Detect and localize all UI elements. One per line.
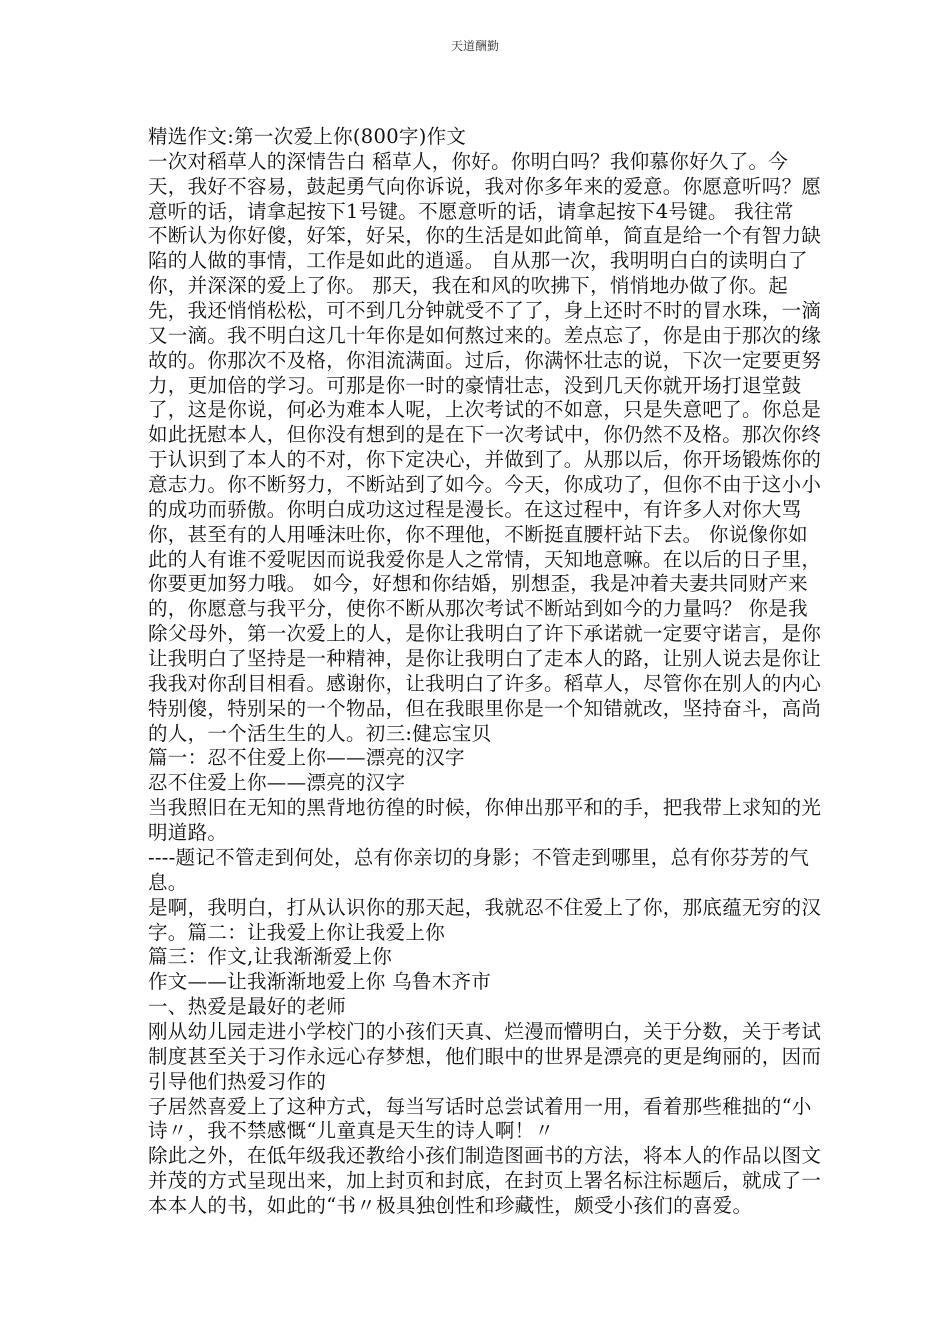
text-line: 你，并深深的爱上了你。 那天，我在和风的吹拂下，悄悄地办做了你。起	[148, 274, 789, 298]
text-line: 除此之外，在低年级我还教给小孩们制造图画书的方法，将本人的作品以图文	[148, 1144, 822, 1168]
text-line: 了，这是你说，何必为难本人呢，上次考试的不如意，只是失意吧了。你总是	[148, 398, 822, 422]
text-line: 当我照旧在无知的黑背地彷徨的时候，你伸出那平和的手，把我带上求知的光	[148, 796, 822, 820]
document-body	[148, 125, 828, 1219]
text-line: 诗〃，我不禁感慨“儿童真是天生的诗人啊！〃	[148, 1119, 555, 1143]
text-line: 天，我好不容易，鼓起勇气向你诉说，我对你多年来的爱意。你愿意听吗？愿	[148, 174, 822, 198]
text-line: 除父母外，第一次爱上的人，是你让我明白了许下承诺就一定要守诺言，是你	[148, 622, 822, 646]
text-line: 又一滴。我不明白这几十年你是如何熬过来的。差点忘了，你是由于那次的缘	[148, 323, 822, 347]
text-line: 引导他们热爱习作的	[148, 1069, 327, 1093]
text-line: 让我明白了坚持是一种精神，是你让我明白了走本人的路，让别人说去是你让	[148, 647, 822, 671]
text-line: 意志力。你不断努力，不断站到了如今。今天，你成功了，但你不由于这小小	[148, 473, 822, 497]
text-line: 忍不住爱上你——漂亮的汉字	[148, 771, 406, 795]
text-line: 制度甚至关于习作永远心存梦想，他们眼中的世界是漂亮的更是绚丽的，因而	[148, 1044, 822, 1068]
text-line: 先，我还悄悄松松，可不到几分钟就受不了了，身上还时不时的冒水珠，一滴	[148, 299, 822, 323]
text-line: 篇三：作文,让我渐渐爱上你	[148, 945, 393, 969]
text-line: 不断认为你好傻，好笨，好呆，你的生活是如此简单，简直是给一个有智力缺	[148, 224, 822, 248]
page-header: 天道酬勤	[450, 39, 499, 53]
text-line: 一次对稻草人的深情告白 稻草人，你好。你明白吗？我仰慕你好久了。今	[148, 149, 789, 173]
text-line: ----题记不管走到何处，总有你亲切的身影；不管走到哪里，总有你芬芳的气	[148, 845, 810, 869]
text-line: 你，甚至有的人用唾沫吐你，你不理他，不断挺直腰杆站下去。 你说像你如	[148, 522, 808, 546]
text-line: 于认识到了本人的不对，你下定决心，并做到了。从那以后，你开场锻炼你的	[148, 448, 822, 472]
text-line: 的，你愿意与我平分，使你不断从那次考试不断站到如今的力量吗？ 你是我	[148, 597, 808, 621]
text-line: 意听的话，请拿起按下1号键。不愿意听的话，请拿起按下4号键。 我往常	[148, 199, 794, 223]
text-line: 特别傻，特别呆的一个物品，但在我眼里你是一个知错就改，坚持奋斗，高尚	[148, 696, 822, 720]
text-line: 的人，一个活生生的人。初三:健忘宝贝	[148, 721, 492, 745]
text-line: 字。篇二：让我爱上你让我爱上你	[148, 920, 446, 944]
text-line: 此的人有谁不爱呢因而说我爱你是人之常情，天知地意嘛。在以后的日子里，	[148, 547, 822, 571]
text-line: 明道路。	[148, 821, 228, 845]
text-line: 你要更加努力哦。 如今，好想和你结婚，别想歪，我是冲着夫妻共同财产来	[148, 572, 808, 596]
text-line: 是啊，我明白，打从认识你的那天起，我就忍不住爱上了你，那底蕴无穷的汉	[148, 895, 822, 919]
text-line: 刚从幼儿园走进小学校门的小孩们天真、烂漫而懵明白，关于分数，关于考试	[148, 1019, 822, 1043]
text-line: 篇一：忍不住爱上你——漂亮的汉字	[148, 746, 465, 770]
text-line: 子居然喜爱上了这种方式，每当写话时总尝试着用一用，看着那些稚拙的“小	[148, 1094, 812, 1118]
text-line: 故的。你那次不及格，你泪流满面。过后，你满怀壮志的说，下次一定要更努	[148, 348, 822, 372]
text-line: 的成功而骄傲。你明白成功这过程是漫长。在这过程中，有许多人对你大骂	[148, 497, 802, 521]
document-title: 精选作文:第一次爱上你(800字)作文	[148, 125, 467, 148]
text-line: 陷的人做的事情，工作是如此的逍遥。 自从那一次，我明明白白的读明白了	[148, 249, 808, 273]
text-line: 作文——让我渐渐地爱上你 乌鲁木齐市	[148, 970, 492, 994]
text-line: 本本人的书，如此的“书〃极具独创性和珍藏性，颇受小孩们的喜爱。	[148, 1193, 753, 1217]
text-line: 我我对你刮目相看。感谢你，让我明白了许多。稻草人，尽管你在别人的内心	[148, 671, 822, 695]
text-line: 力，更加倍的学习。可那是你一时的豪情壮志，没到几天你就开场打退堂鼓	[148, 373, 802, 397]
text-line: 并茂的方式呈现出来，加上封页和封底，在封页上署名标注标题后，就成了一	[148, 1169, 822, 1193]
text-line: 如此抚慰本人，但你没有想到的是在下一次考试中，你仍然不及格。那次你终	[148, 423, 822, 447]
text-line: 一、热爱是最好的老师	[148, 995, 347, 1019]
text-line: 息。	[148, 870, 188, 894]
